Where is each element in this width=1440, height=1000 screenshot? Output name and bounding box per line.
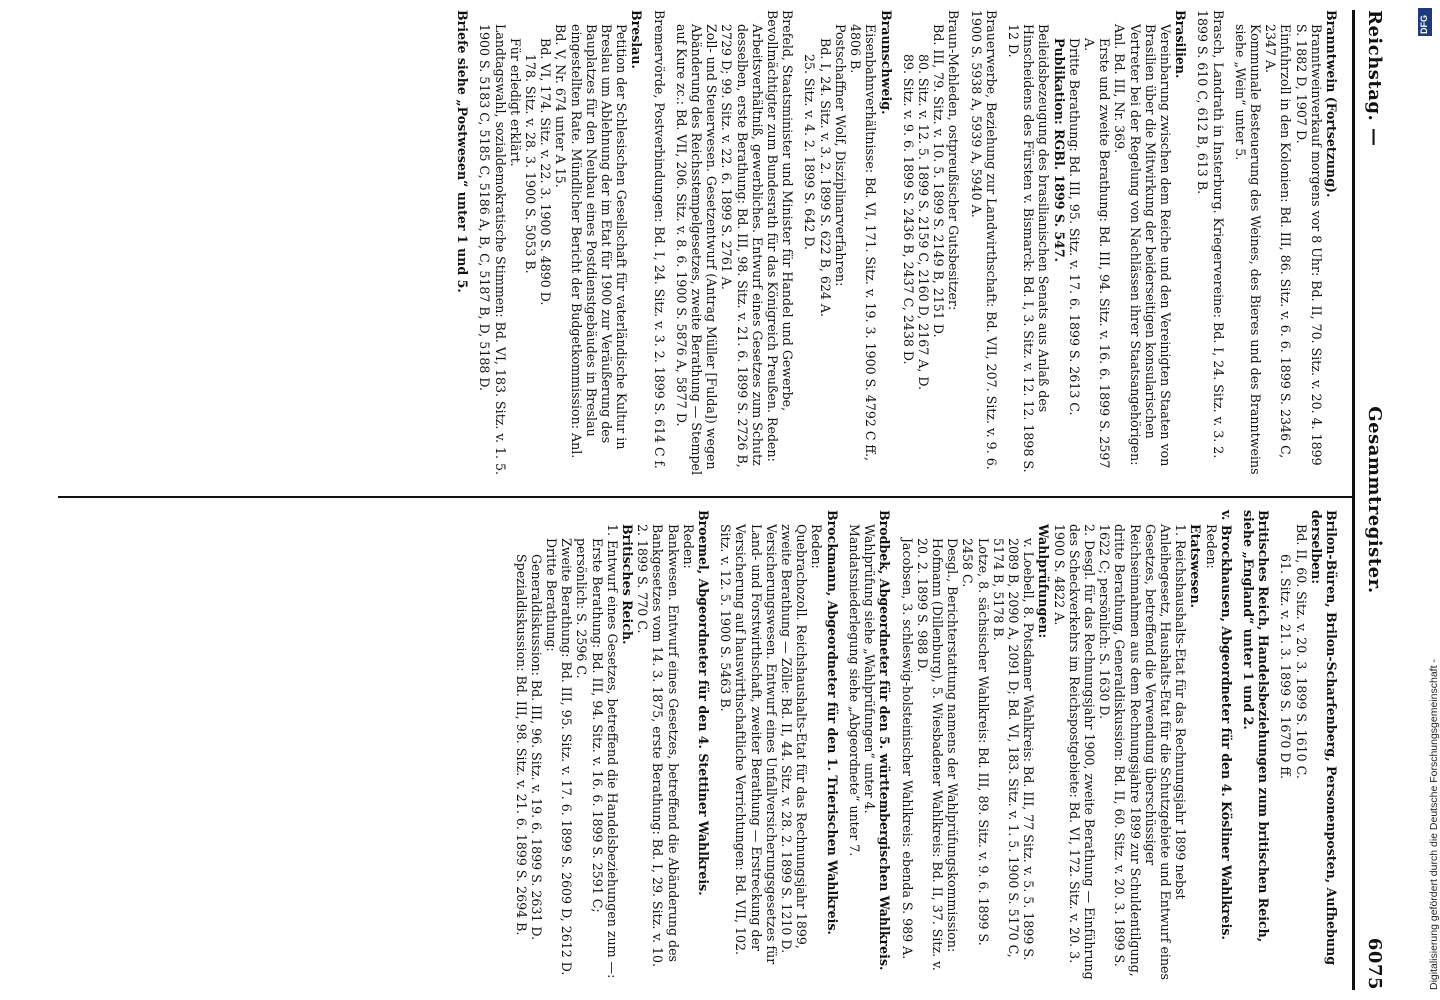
- entry-line: Breslau.: [629, 10, 645, 69]
- entry-line: 2. Desgl. für das Rechnungsjahr 1900, zweite Berathung — Einführung des Scheckverkehrs im Reichspostgebiete: Bd. VI, 172. Sitz. v. 20. 3. 1900 S. 4822 A.: [1051, 524, 1097, 980]
- entry-line: Zweite Berathung: Bd. III, 95. Sitz. v. 17. 6. 1899 S. 2609 D, 2612 D.: [559, 538, 575, 976]
- entry-line: Erste Berathung: Bd. III, 94. Sitz. v. 16. 6. 1899 S. 2591 C; persönlich: S. 2596 C.: [574, 538, 605, 913]
- entry-line: Versicherungswesen. Entwurf eines Unfallversicherungsgesetzes für Land- und Forstwirthschaft, zweiter Berathung — Erstreckung der Versicherung auf hauswirthschaftliche Verrichtungen: Bd. VII, 102. Sitz. v. 12. 5. 1900 S. 5463 B.: [718, 524, 779, 965]
- column-divider: [58, 496, 1353, 498]
- entry-branntwein: [1233, 10, 1339, 480]
- entry-line: 61. Sitz. v. 21. 3. 1899 S. 1670 D ff.: [1278, 554, 1294, 779]
- entry-line: Arbeitsverhältniß, gewerbliches. Entwurf eines Gesetzes zum Schutz desselben, erste Berathung: Bd. III, 98. Sitz. v. 21. 6. 1899 S. 2726 B, 2729 D; 99. Sitz. v. 22. 6. 1899 S. 2761 A.: [719, 24, 765, 468]
- entry-line: Reden:: [680, 524, 696, 569]
- entry-line: Brefeld, Staatsminister und Minister für Handel und Gewerbe, Bevollmächtigter zum Bundesrath für das Königreich Preußen. Reden:: [765, 10, 796, 462]
- entry-line: Bankwesen. Entwurf eines Gesetzes, betreffend die Abänderung des Bankgesetzes vom 14. 3. 1875, erste Berathung: Bd. I, 29. Sitz. v. 10. 2. 1899 S. 770 C.: [635, 524, 681, 968]
- entry-line: Wahlprüfungen:: [1036, 524, 1052, 639]
- entry-line: Bd. III, 79. Sitz. v. 10. 5. 1899 S. 2149 B, 2151 D.: [931, 24, 947, 338]
- entry-line: Kommunale Besteuerung des Weines, des Bieres und des Branntweins siehe „Wein“ unter 5.: [1232, 24, 1263, 475]
- left-column: [54, 10, 1339, 480]
- entry-line: Lotze, 8. sächsischer Wahlkreis: Bd. III, 89. Sitz. v. 9. 6. 1899 S. 2458 C.: [960, 538, 991, 946]
- entry-line: 1. Entwurf eines Gesetzes, betreffend die Handelsbeziehungen zum —:: [604, 524, 620, 979]
- entry-line: 80. Sitz. v. 12. 5. 1899 S. 2159 C, 2160 D, 2167 A, D.: [915, 54, 931, 391]
- entry-line: Braunschweig.: [878, 10, 894, 115]
- entry-line: Mandatsniederlegung siehe „Abgeordnete“ unter 7.: [846, 524, 862, 857]
- entry-line: 178. Sitz. v. 28. 3. 1900 S. 5053 B.: [523, 54, 539, 274]
- header-title: Gesammtregister.: [1364, 406, 1385, 594]
- entry-line: Petition der Schlesischen Gesellschaft für vaterländische Kultur in Breslau um Ablehnung der im Etat für 1900 zur Veräußerung des Bauplatzes für den Neubau eines Postdienstgebäudes in Breslau eingestellten Rate. Mündlicher Bericht der Budgetkommission: Anl. Bd. V, Nr. 674 unter A 15.: [553, 24, 630, 459]
- entry-line: Reden:: [809, 524, 825, 569]
- entry-broemel: [513, 510, 711, 980]
- entry-line: Branntwein (Fortsetzung).: [1324, 10, 1339, 198]
- entry-brefeld: [674, 10, 796, 480]
- entry-line: Dritte Berathung: Bd. III, 95. Sitz. v. 17. 6. 1899 S. 2613 C.: [1066, 38, 1082, 416]
- entry-brodbek: [847, 510, 893, 980]
- entry-line: Erste und zweite Berathung: Bd. III, 94. Sitz. v. 16. 6. 1899 S. 2597 A.: [1081, 38, 1113, 469]
- entry-line: Desgl., Berichterstattung namens der Wahlprüfungskommission: Hofmann (Dillenburg), 5. Wiesbadener Wahlkreis: Bd. II, 37. Sitz. v. 20. 2. 1899 S. 988 D.: [914, 538, 961, 971]
- entry-brauerwerbe: [968, 10, 998, 480]
- entry-britisches-reich: [1241, 510, 1271, 980]
- entry-line: Publikation: RGBl. 1899 S. 547.: [1051, 38, 1067, 263]
- entry-brasch: [1195, 10, 1225, 480]
- entry-line: Einfuhrzoll in den Kolonien: Bd. III, 86. Sitz. v. 6. 6. 1899 S. 2346 C, 2347 A.: [1263, 24, 1294, 459]
- entry-line: Quebrachozoll. Reichshaushalts-Etat für das Rechnungsjahr 1899, zweite Berathung — Zölle: Bd. II, 44. Sitz. v. 28. 2. 1899 S. 1210 D.: [779, 524, 810, 954]
- entry-bremervoerde: [651, 10, 666, 480]
- digitization-credit: Digitalisierung gefördert durch die Deutsche Forschungsgemeinschaft -: [1428, 659, 1440, 990]
- dfg-logo: [1418, 8, 1432, 36]
- entry-line: Brilon-Büren, Brilon-Scharfenberg, Personenposten, Aufhebung derselben:: [1308, 510, 1339, 966]
- entry-line: Bremervörde, Postverbindungen: Bd. I, 24. Sitz. v. 3. 2. 1899 S. 614 C f.: [651, 10, 667, 469]
- entry-brockhausen: [899, 510, 1233, 980]
- entry-line: Brockmann, Abgeordneter für den 1. Trierischen Wahlkreis.: [824, 510, 840, 935]
- entry-line: v. Brockhausen, Abgeordneter für den 4. Kösliner Wahlkreis.: [1218, 510, 1234, 940]
- entry-line: Bd. I, 24. Sitz. v. 3. 2. 1899 S. 622 B, 624 A.: [817, 38, 833, 318]
- entry-line: Zoll- und Steuerwesen. Gesetzentwurf (Antrag Müller [Fulda]) wegen Abänderung des Reichsstempelgesetzes, zweite Berathung — Stempel auf Kure zc.: Bd. VII, 206. Sitz. v. 8. 6. 1900 S. 5876 A, 5877 D.: [673, 24, 720, 476]
- entry-line: Vereinbarung zwischen dem Reiche und den Vereinigten Staaten von Brasilien über die Mitwirkung der beiderseitigen konsularischen Vertreter bei der Regelung von Nachlässen ihrer Staatsangehörigen: Anl. Bd. III, Nr. 369.: [1112, 24, 1173, 467]
- entry-line: Braun-Mehleden, ostpreußischer Gutsbesitzer:: [946, 10, 962, 311]
- entry-line: Broemel, Abgeordneter für den 4. Stettiner Wahlkreis.: [696, 510, 712, 896]
- entry-line: Brasch, Landrath in Insterburg. Kriegervereine: Bd. I, 24. Sitz. v. 3. 2. 1899 S. 610 C, 612 B, 613 B.: [1195, 10, 1226, 459]
- entry-line: 89. Sitz. v. 9. 6. 1899 S. 2436 B, 2437 C, 2438 D.: [900, 54, 916, 365]
- entry-brilon: [1278, 510, 1339, 980]
- header-rule: [1352, 10, 1355, 990]
- entry-braunschweig: [802, 10, 893, 480]
- page-number: 6075: [1364, 937, 1385, 990]
- entry-line: 1. Reichshaushalts-Etat für das Rechnungsjahr 1899 nebst Anleihegesetz, Haushalts-Etat für die Schutzgebiete und Entwurf eines Gesetzes, betreffend die Verwendung überschüssiger Reichseinnahmen aus dem Rechnungsjahre 1899 zur Schuldentilgung, dritte Berathung, Generaldiskussion: Bd. II, 60. Sitz. v. 20. 3. 1899 S. 1622 C; persönlich: S. 1630 D.: [1097, 524, 1189, 980]
- entry-line: v. Loebell, 8. Potsdamer Wahlkreis: Bd. III, 77 Sitz. v. 5. 5. 1899 S. 2089 B, 2090 A, 2091 D; Bd. VI, 183. Sitz. v. 1. 5. 1900 S. 5170 C, 5174 B, 5178 B.: [990, 538, 1037, 961]
- entry-line: 25. Sitz. v. 4. 2. 1899 S. 642 D.: [802, 54, 818, 250]
- entry-line: Britisches Reich.: [620, 524, 636, 645]
- register-page: [45, 10, 1385, 990]
- header-left: Reichstag. —: [1364, 10, 1385, 147]
- entry-brockmann: [718, 510, 840, 980]
- entry-briefe: [455, 10, 470, 480]
- entry-line: Generaldiskussion: Bd. III, 96. Sitz. v. 19. 6. 1899 S. 2631 D.: [528, 554, 544, 941]
- entry-line: Eisenbahnverhältnisse: Bd. VI, 171. Sitz. v. 19. 3. 1900 S. 4792 C ff., 4806 B.: [848, 24, 879, 462]
- entry-line: Bd. VI, 174. Sitz. v. 22. 3. 1900 S. 4890 D.: [538, 38, 554, 306]
- entry-line: Briefe siehe „Postwesen“ unter 1 und 5.: [455, 10, 471, 293]
- entry-line: Wahlprüfung siehe „Wahlprüfungen“ unter 4.: [862, 524, 878, 814]
- entry-line: Für erledigt erklärt.: [507, 38, 523, 167]
- entry-line: Spezialdiskussion: Bd. III, 98. Sitz. v. 21. 6. 1899 S. 2694 B.: [513, 554, 529, 936]
- entry-line: Branntweinverkauf morgens vor 8 Uhr: Bd. II, 70. Sitz. v. 20. 4. 1899 S. 1882 D, 1907 D.: [1293, 24, 1324, 466]
- entry-line: Postschaffner Wolf, Disziplinarverfahren:: [832, 24, 848, 287]
- dfg-logo-text: DFG: [1419, 15, 1429, 34]
- entry-line: Brauerwerbe, Beziehung zur Landwirthschaft: Bd. VII, 207. Sitz. v. 9. 6. 1900 S. 5938 A, 5939 A, 5940 A.: [968, 10, 999, 470]
- entry-line: Jacobsen, 3. schleswig-holsteinischer Wahlkreis: ebenda S. 989 A.: [899, 538, 915, 960]
- entry-line: Brasilien.: [1173, 10, 1189, 79]
- entry-line: Britisches Reich, Handelsbeziehungen zum britischen Reich, siehe „England“ unter 1 und 2.: [1240, 510, 1272, 943]
- entry-brasilien: [1006, 10, 1188, 480]
- entry-line: Bd. II, 60. Sitz. v. 20. 3. 1899 S. 1610 C.: [1293, 524, 1309, 779]
- entry-line: Reden:: [1203, 524, 1219, 569]
- right-column: [54, 510, 1339, 980]
- entry-breslau: [477, 10, 644, 480]
- entry-line: Etatswesen.: [1188, 524, 1204, 608]
- entry-line: Beileidsbezeugung des brasilianischen Senats aus Anlaß des Hinscheidens des Fürsten v. Bismarck: Bd. I, 3. Sitz. v. 12. 12. 1898 S. 12 D.: [1005, 24, 1052, 473]
- entry-line: Dritte Berathung:: [544, 538, 560, 652]
- entry-line: Landtagswahl, sozialdemokratische Stimmen: Bd. VI, 183. Sitz. v. 1. 5. 1900 S. 5183 C, 5185 C, 5186 A, B, C, 5187 B, D, 5188 D.: [477, 24, 508, 476]
- entry-braun-mehleden: [901, 10, 962, 480]
- entry-line: Brodbek, Abgeordneter für den 5. württembergischen Wahlkreis.: [877, 510, 893, 971]
